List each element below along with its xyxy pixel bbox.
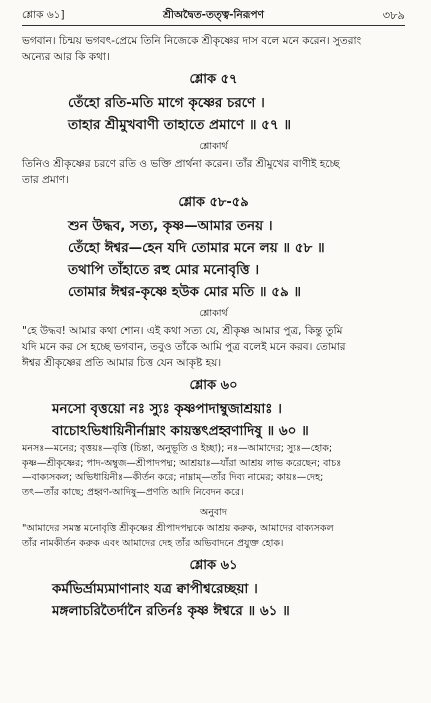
text-line: "আমাদের সমস্ত মনোবৃত্তি শ্রীকৃষ্ণের শ্রীপাদপদ্মকে আশ্রয় করুক, আমাদের বাক্যসকল	[22, 523, 334, 534]
sloka-60-translation-label: অনুবাদ	[200, 507, 227, 518]
verse-line: মঙ্গলাচরিতৈর্দানৈ রতির্নঃ কৃষ্ণ ঈশ্বরে ॥ ৬১ ॥	[52, 603, 290, 619]
verse-line: বাচোঽভিধায়িনীর্নাম্নাং কায়স্তৎপ্রহ্বণাদিষু ॥ ৬০ ॥	[52, 423, 309, 439]
verse-line: তেঁহো ঈশ্বর—হেন যদি তোমার মনে লয় ॥ ৫৮ ॥	[68, 240, 325, 256]
verse-line: মনসো বৃত্তয়ো নঃ স্যুঃ কৃষ্ণপাদাম্বুজাশ্রয়াঃ ।	[52, 401, 282, 417]
sloka-57-verse	[22, 92, 405, 136]
text-line: তিনিও শ্রীকৃষ্ণের চরণে রতি ও ভক্তি প্রার্থনা করেন। তাঁর শ্রীমুখের বাণীই হচ্ছে	[22, 158, 340, 170]
sloka-57-meaning	[22, 156, 405, 188]
text-line: —বাক্যসকল; অভিধায়িনীঃ—কীর্তন করে; নাম্নাম্—তাঁর দিব্য নামের; কায়ঃ—দেহ;	[22, 472, 324, 483]
text-line: "হে উদ্ধব! আমার কথা শোন। এই কথা সত্য যে, শ্রীকৃষ্ণ আমার পুত্র, কিন্তু তুমি	[22, 325, 343, 337]
sloka-61-heading: শ্লোক ৬১	[189, 558, 238, 573]
header-verse-range: শ্লোক ৬১]	[22, 9, 65, 21]
sloka-60-heading: শ্লোক ৬০	[189, 378, 238, 393]
sloka-60-synonyms	[22, 442, 405, 500]
sloka-57-meaning-label: শ্লোকার্থ	[199, 141, 228, 152]
text-line: কৃষ্ণ—শ্রীকৃষ্ণের; পাদ-অম্বুজ—শ্রীপাদপদ্ম; আশ্রয়াঃ—যাঁরা আশ্রয় লাভ করেছেন; বাচঃ	[22, 457, 342, 469]
text-line: যদি মনে কর সে হচ্ছে ভগবান, তবুও তাঁকে আমি পুত্র বলেই মনে করব। তোমার	[22, 341, 346, 353]
sloka-58-59-verse	[22, 215, 405, 303]
text-line: মনসঃ—মনের; বৃত্তয়ঃ—বৃত্তি (চিন্তা, অনুভূতি ও ইচ্ছা); নঃ—আমাদের; স্যুঃ—হোক;	[22, 443, 333, 454]
text-line: ঈশ্বর শ্রীকৃষ্ণের প্রতি আমার চিত্ত যেন আকৃষ্ট হয়।	[22, 357, 222, 369]
verse-line: তেঁহো রতি-মতি মাগে কৃষ্ণের চরণে ।	[68, 95, 265, 111]
sloka-58-59-meaning	[22, 323, 405, 371]
running-header	[22, 6, 405, 24]
text-line: তাঁর নামকীর্তন করুক এবং আমাদের দেহ তাঁর অভিবাদনে প্রযুক্ত হোক।	[22, 537, 284, 549]
text-line: অন্যের আর কি কথা।	[22, 51, 110, 63]
verse-line: তথাপি তাঁহাতে রহু মোর মনোবৃত্তি ।	[68, 262, 260, 278]
page-body	[22, 33, 405, 622]
header-rule	[22, 25, 405, 26]
sloka-60-translation	[22, 522, 405, 551]
sloka-57-heading: শ্লোক ৫৭	[189, 72, 238, 87]
intro-paragraph	[22, 33, 405, 65]
verse-line: কর্মভির্ভ্রাম্যমাণানাং যত্র ক্বাপীশ্বরেচ্ছয়া ।	[52, 581, 258, 597]
sloka-60-verse	[22, 398, 405, 442]
header-chapter-title: শ্রীঅদ্বৈত-তত্ত্ব-নিরূপণ	[163, 9, 264, 21]
text-line: ভগবান। চিন্ময় ভগবৎ-প্রেমে তিনি নিজেকে শ্রীকৃষ্ণের দাস বলে মনে করেন। সুতরাং	[22, 35, 362, 47]
text-line: তার প্রমাণ।	[22, 174, 69, 186]
text-line: তৎ—তাঁর কাছে; প্রহ্বণ-আদিষু—প্রণতি আদি নিবেদন করে।	[22, 486, 244, 498]
verse-line: তোমার ঈশ্বর-কৃষ্ণে হউক মোর মতি ॥ ৫৯ ॥	[68, 284, 302, 300]
verse-line: তাহার শ্রীমুখবাণী তাহাতে প্রমাণে ॥ ৫৭ ॥	[68, 117, 292, 133]
verse-line: শুন উদ্ধব, সত্য, কৃষ্ণ—আমার তনয় ।	[68, 218, 273, 234]
sloka-58-59-heading: শ্লোক ৫৮-৫৯	[178, 195, 249, 210]
page-number: ৩৮৯	[382, 8, 405, 22]
sloka-61-verse	[22, 578, 405, 622]
sloka-58-59-meaning-label: শ্লোকার্থ	[199, 308, 228, 319]
